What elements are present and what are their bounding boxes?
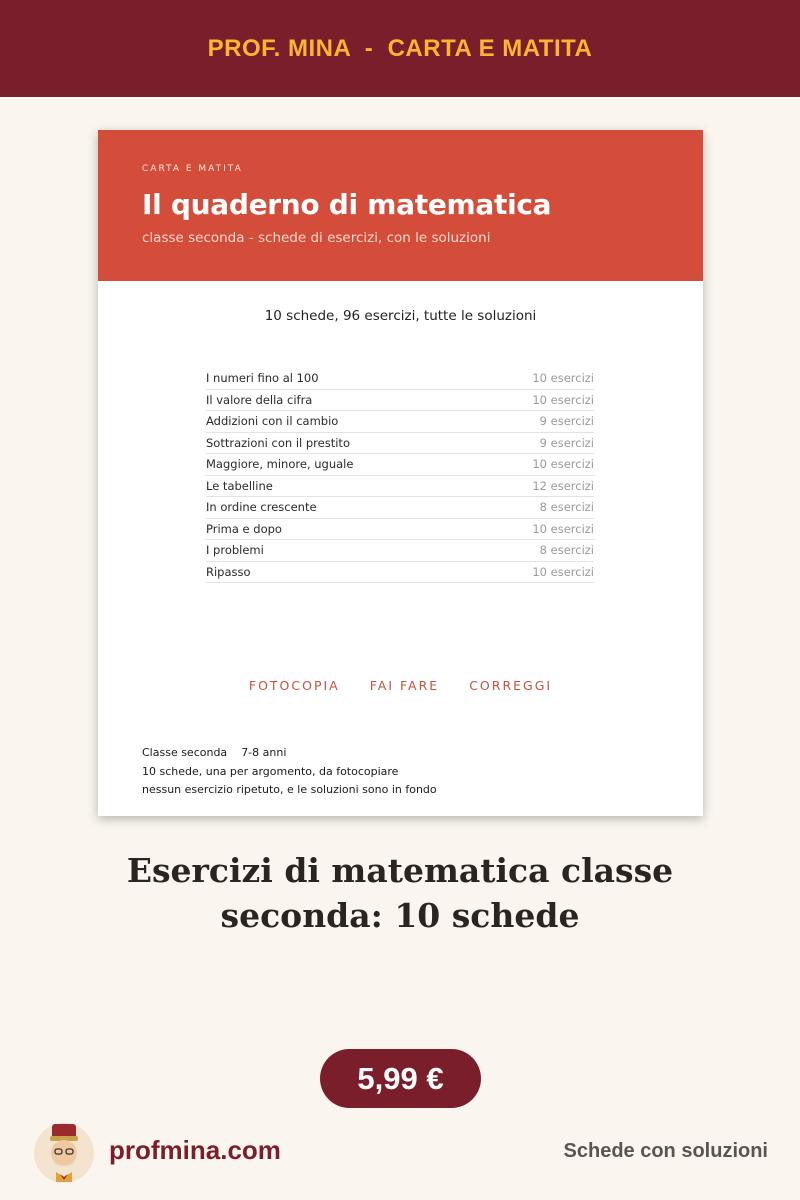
toc-topic: Ripasso xyxy=(206,564,251,579)
toc-count: 10 esercizi xyxy=(532,392,594,407)
toc-row xyxy=(206,562,594,584)
table-of-contents xyxy=(206,368,594,583)
toc-count: 9 esercizi xyxy=(539,414,594,429)
toc-count: 10 esercizi xyxy=(532,457,594,472)
toc-topic: Il valore della cifra xyxy=(206,392,313,407)
cover-footer-line1 xyxy=(142,744,437,763)
toc-row xyxy=(206,454,594,476)
toc-row xyxy=(206,540,594,562)
brand-title: PROF. MINA - CARTA E MATITA xyxy=(207,34,593,62)
action-fai-fare: FAI FARE xyxy=(369,678,440,693)
price-button[interactable]: 5,99 € xyxy=(320,1049,481,1108)
cover-header xyxy=(98,130,703,281)
toc-topic: I problemi xyxy=(206,543,264,558)
toc-row xyxy=(206,411,594,433)
product-title-line1: Esercizi di matematica classe xyxy=(126,851,674,890)
toc-topic: Le tabelline xyxy=(206,478,273,493)
cover-summary: 10 schede, 96 esercizi, tutte le soluzioni xyxy=(264,308,537,324)
toc-row xyxy=(206,390,594,412)
toc-topic: Maggiore, minore, uguale xyxy=(206,457,354,472)
toc-count: 9 esercizi xyxy=(539,435,594,450)
action-correggi: CORREGGI xyxy=(469,678,553,693)
cover-footer-line2: 10 schede, una per argomento, da fotocopiare xyxy=(142,764,399,778)
product-title xyxy=(0,848,800,938)
action-fotocopia: FOTOCOPIA xyxy=(248,678,340,693)
cover-title: Il quaderno di matematica xyxy=(142,188,552,221)
cover-actions xyxy=(98,678,703,693)
product-cover-image[interactable] xyxy=(98,130,703,816)
toc-row xyxy=(206,497,594,519)
toc-topic: Sottrazioni con il prestito xyxy=(206,435,350,450)
toc-topic: In ordine crescente xyxy=(206,500,317,515)
cover-subtitle: classe seconda - schede di esercizi, con le soluzioni xyxy=(142,230,491,246)
toc-topic: I numeri fino al 100 xyxy=(206,371,319,386)
cover-footer-line3: nessun esercizio ripetuto, e le soluzioni sono in fondo xyxy=(142,783,437,796)
site-link[interactable]: profmina.com xyxy=(109,1135,281,1165)
toc-row xyxy=(206,433,594,455)
tagline: Schede con soluzioni xyxy=(563,1140,768,1162)
toc-count: 10 esercizi xyxy=(532,521,594,536)
grade-label: Classe seconda xyxy=(142,746,228,759)
toc-count: 8 esercizi xyxy=(539,543,594,558)
professor-avatar-icon xyxy=(32,1120,96,1184)
toc-row xyxy=(206,519,594,541)
cover-footer xyxy=(142,744,437,800)
toc-topic: Prima e dopo xyxy=(206,521,282,536)
toc-row xyxy=(206,368,594,390)
toc-row xyxy=(206,476,594,498)
age-label: 7-8 anni xyxy=(241,746,287,759)
toc-count: 10 esercizi xyxy=(532,564,594,579)
top-banner xyxy=(0,0,800,97)
toc-count: 10 esercizi xyxy=(532,371,594,386)
toc-count: 12 esercizi xyxy=(532,478,594,493)
toc-count: 8 esercizi xyxy=(539,500,594,515)
product-title-line2: seconda: 10 schede xyxy=(220,896,580,935)
cover-kicker: CARTA E MATITA xyxy=(142,164,243,174)
toc-topic: Addizioni con il cambio xyxy=(206,414,339,429)
